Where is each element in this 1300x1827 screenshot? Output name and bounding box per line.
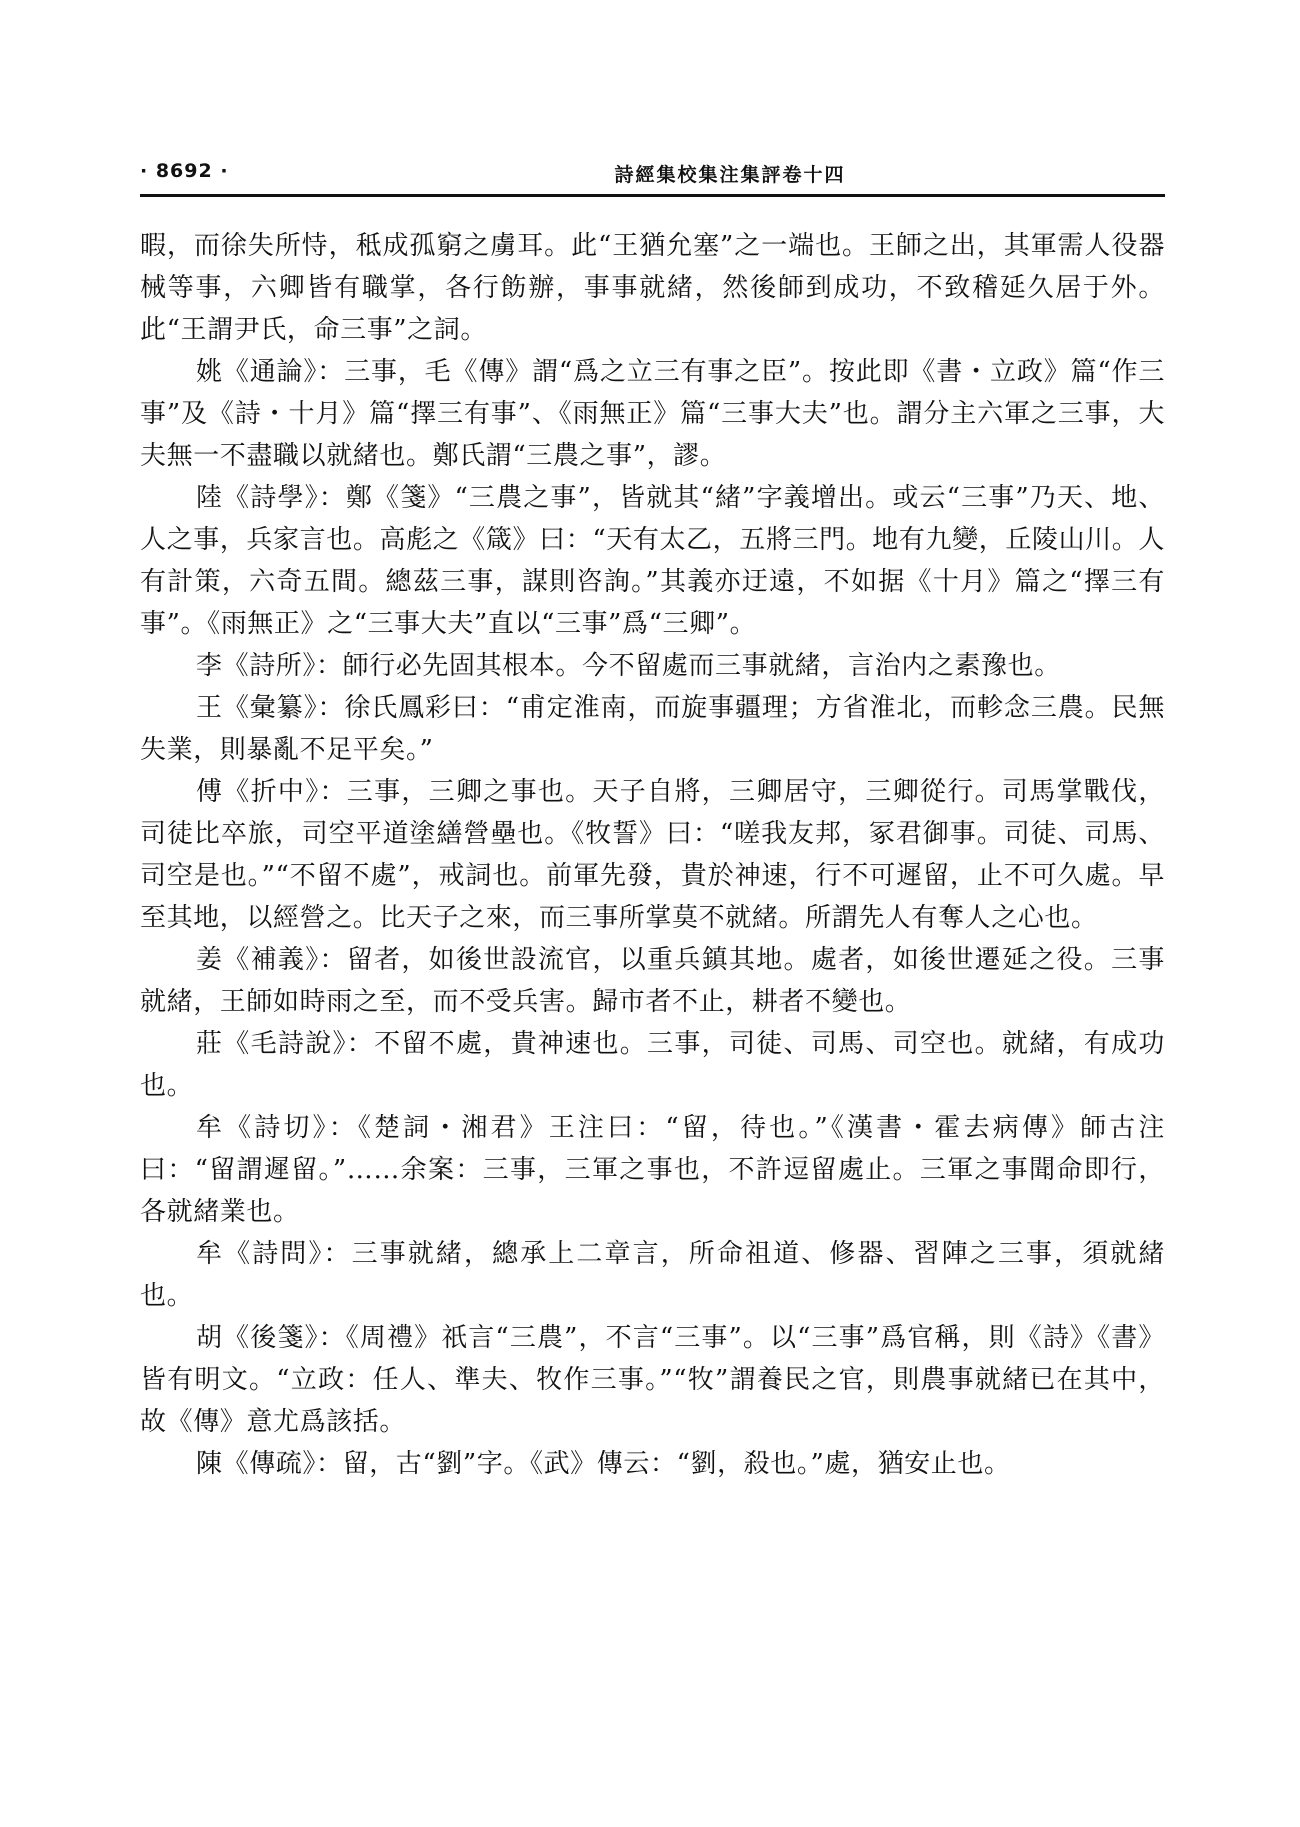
paragraph: 姚《通論》：三事，毛《傳》謂“爲之立三有事之臣”。按此即《書・立政》篇“作三事”及《詩・十月》篇“擇三有事”、《雨無正》篇“三事大夫”也。謂分主六軍之三事，大夫無一不盡職以就緒也。鄭氏謂“三農之事”，謬。 xyxy=(140,357,1165,471)
paragraph: 傅《折中》：三事，三卿之事也。天子自將，三卿居守，三卿從行。司馬掌戰伐，司徒比卒旅，司空平道塗繕營壘也。《牧誓》曰：“嗟我友邦，冢君御事。司徒、司馬、司空是也。”“不留不處”，戒詞也。前軍先發，貴於神速，行不可遲留，止不可久處。早至其地，以經營之。比天子之來，而三事所掌莫不就緒。所謂先人有奪人之心也。 xyxy=(140,777,1165,933)
paragraph: 牟《詩問》：三事就緒，總承上二章言，所命祖道、修器、習陣之三事，須就緒也。 xyxy=(140,1239,1165,1311)
paragraph: 胡《後箋》：《周禮》祇言“三農”，不言“三事”。以“三事”爲官稱，則《詩》《書》皆有明文。“立政：任人、準夫、牧作三事。”“牧”謂養民之官，則農事就緒已在其中，故《傳》意尤爲該括。 xyxy=(140,1323,1165,1437)
paragraph: 姜《補義》：留者，如後世設流官，以重兵鎮其地。處者，如後世遷延之役。三事就緒，王師如時雨之至，而不受兵害。歸市者不止，耕者不變也。 xyxy=(140,945,1165,1017)
running-title: 詩經集校集注集評卷十四 xyxy=(614,164,846,186)
paragraph: 陸《詩學》：鄭《箋》“三農之事”，皆就其“緒”字義增出。或云“三事”乃天、地、人之事，兵家言也。高彪之《箴》曰：“天有太乙，五將三門。地有九變，丘陵山川。人有計策，六奇五間。總茲三事，謀則咨詢。”其義亦迂遠，不如据《十月》篇之“擇三有事”。《雨無正》之“三事大夫”直以“三事”爲“三卿”。 xyxy=(140,483,1165,639)
paragraph: 李《詩所》：師行必先固其根本。今不留處而三事就緒，言治内之素豫也。 xyxy=(196,651,1061,681)
paragraph: 牟《詩切》：《楚詞・湘君》王注曰：“留，待也。”《漢書・霍去病傳》師古注曰：“留謂遲留。”……余案：三事，三軍之事也，不許逗留處止。三軍之事聞命即行，各就緒業也。 xyxy=(140,1113,1165,1227)
page-number: · 8692 · xyxy=(140,160,229,182)
body-text xyxy=(140,225,1165,1485)
paragraph: 莊《毛詩說》：不留不處，貴神速也。三事，司徒、司馬、司空也。就緒，有成功也。 xyxy=(140,1029,1165,1101)
page-header xyxy=(140,160,1165,188)
paragraph: 王《彙纂》：徐氏鳳彩曰：“甫定淮南，而旋事疆理；方省淮北，而軫念三農。民無失業，則暴亂不足平矣。” xyxy=(140,693,1165,765)
header-rule xyxy=(140,194,1165,197)
paragraph: 陳《傳疏》：留，古“劉”字。《武》傳云：“劉，殺也。”處，猶安止也。 xyxy=(196,1449,1011,1479)
paragraph: 暇，而徐失所恃，秪成孤窮之虜耳。此“王猶允塞”之一端也。王師之出，其軍需人役器械等事，六卿皆有職掌，各行飭辦，事事就緒，然後師到成功，不致稽延久居于外。此“王謂尹氏，命三事”之詞。 xyxy=(140,231,1165,345)
